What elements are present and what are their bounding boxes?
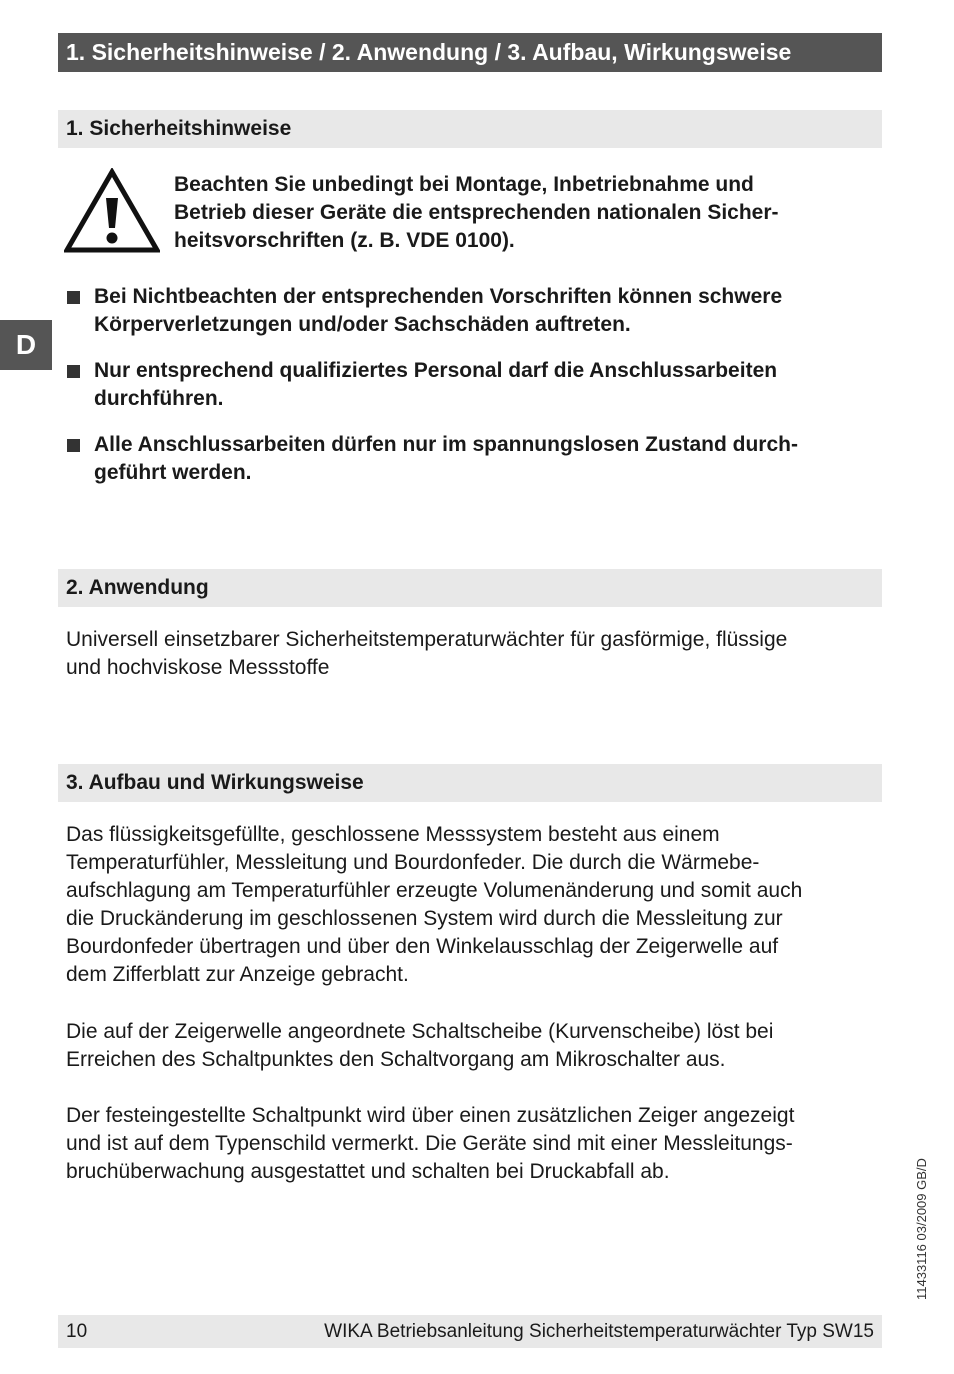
paragraph-line: Der festeingestellte Schaltpunkt wird über einen zusätzlichen Zeiger angezeigt (66, 1104, 795, 1127)
square-bullet-icon (67, 291, 80, 304)
paragraph-line: Erreichen des Schaltpunktes den Schaltvorgang am Mikroschalter aus. (66, 1048, 726, 1071)
square-bullet-icon (67, 439, 80, 452)
square-bullet-icon (67, 365, 80, 378)
bullet-line: Alle Anschlussarbeiten dürfen nur im spannungslosen Zustand durch- (94, 433, 798, 456)
safety-bullet-list (66, 283, 866, 505)
bullet-line: Körperverletzungen und/oder Sachschäden auftreten. (94, 313, 631, 336)
paragraph-line: Das flüssigkeitsgefüllte, geschlossene Messsystem besteht aus einem (66, 823, 720, 846)
paragraph-line: bruchüberwachung ausgestattet und schalten bei Druckabfall ab. (66, 1160, 670, 1183)
paragraph-line: aufschlagung am Temperaturfühler erzeugte Volumenänderung und somit auch (66, 879, 803, 902)
bullet-line: durchführen. (94, 387, 224, 410)
list-item (66, 357, 866, 413)
bullet-line: Nur entsprechend qualifiziertes Personal darf die Anschlussarbeiten (94, 359, 778, 382)
paragraph-line: Universell einsetzbarer Sicherheitstemperaturwächter für gasförmige, flüssige (66, 628, 788, 651)
page-footer (58, 1315, 882, 1348)
warning-line: Beachten Sie unbedingt bei Montage, Inbetriebnahme und (174, 173, 754, 196)
document-code: 11433116 03/2009 GB/D (914, 1158, 929, 1300)
design-paragraph-2 (66, 1018, 881, 1074)
paragraph-line: Bourdonfeder übertragen und über den Winkelausschlag der Zeigerwelle auf (66, 935, 779, 958)
paragraph-line: Die auf der Zeigerwelle angeordnete Schaltscheibe (Kurvenscheibe) löst bei (66, 1020, 774, 1043)
list-item (66, 431, 866, 487)
page-number: 10 (66, 1320, 88, 1342)
bullet-line: geführt werden. (94, 461, 252, 484)
footer-title: WIKA Betriebsanleitung Sicherheitstemperaturwächter Typ SW15 (324, 1320, 874, 1342)
paragraph-line: Temperaturfühler, Messleitung und Bourdonfeder. Die durch die Wärmebe- (66, 851, 760, 874)
section-heading-design: 3. Aufbau und Wirkungsweise (58, 764, 882, 802)
section-heading-safety: 1. Sicherheitshinweise (58, 110, 882, 148)
list-item (66, 283, 866, 339)
bullet-line: Bei Nichtbeachten der entsprechenden Vorschriften können schwere (94, 285, 783, 308)
warning-triangle-icon (64, 168, 160, 254)
warning-line: Betrieb dieser Geräte die entsprechenden nationalen Sicher- (174, 201, 779, 224)
paragraph-line: die Druckänderung im geschlossenen System wird durch die Messleitung zur (66, 907, 783, 930)
warning-text (174, 171, 864, 255)
design-paragraph-1 (66, 821, 881, 989)
section-heading-application: 2. Anwendung (58, 569, 882, 607)
application-paragraph (66, 626, 881, 682)
warning-line: heitsvorschriften (z. B. VDE 0100). (174, 229, 515, 252)
page-title: 1. Sicherheitshinweise / 2. Anwendung / 3. Aufbau, Wirkungsweise (58, 33, 882, 72)
language-tab: D (0, 320, 52, 370)
design-paragraph-3 (66, 1102, 881, 1186)
paragraph-line: dem Zifferblatt zur Anzeige gebracht. (66, 963, 409, 986)
paragraph-line: und hochviskose Messstoffe (66, 656, 330, 679)
paragraph-line: und ist auf dem Typenschild vermerkt. Die Geräte sind mit einer Messleitungs- (66, 1132, 793, 1155)
